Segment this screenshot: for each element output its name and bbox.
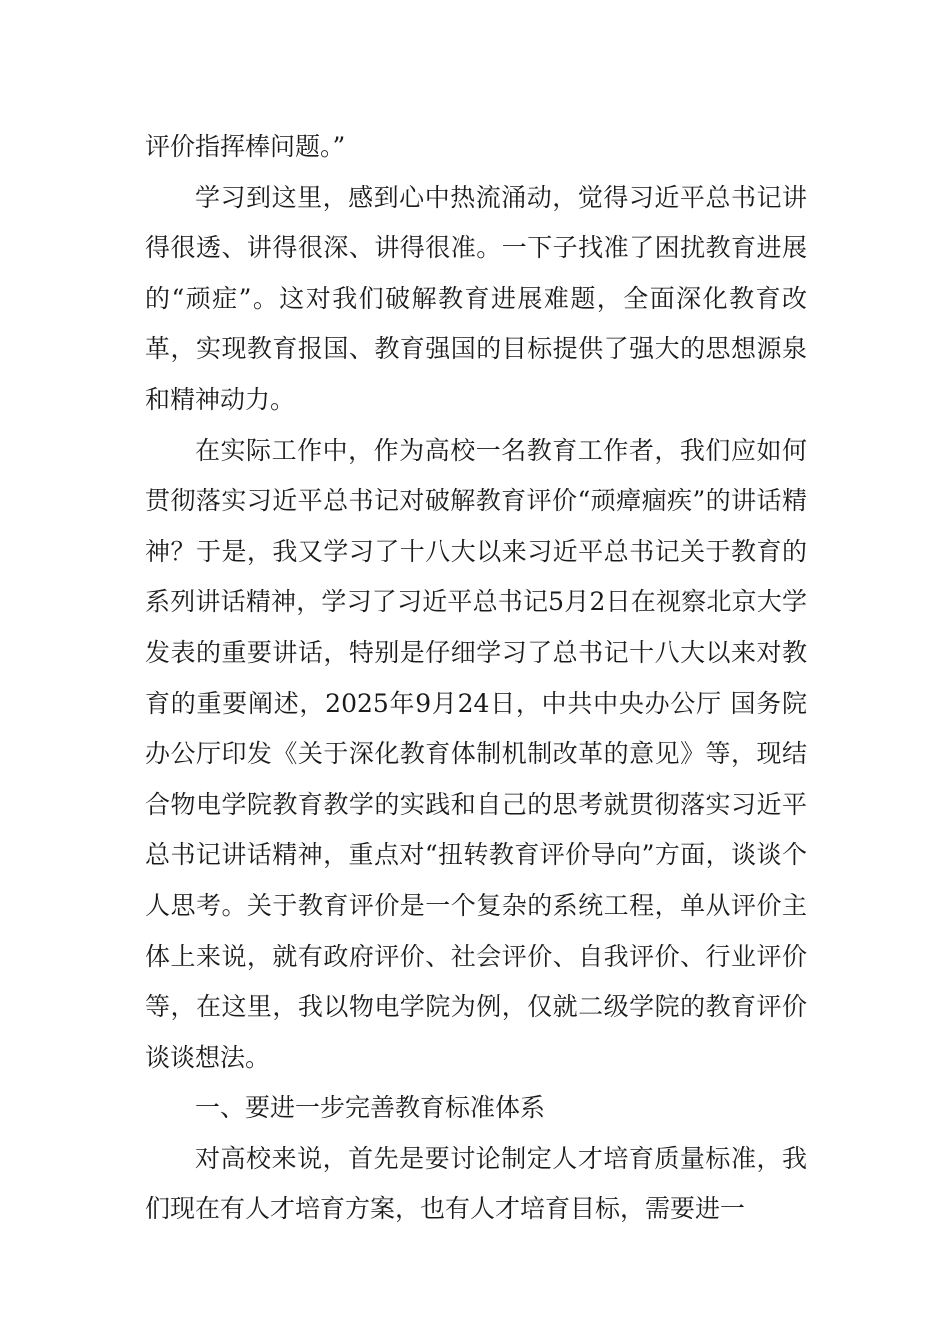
document-body [145, 122, 807, 1235]
paragraph-practice: 在实际工作中，作为高校一名教育工作者，我们应如何贯彻落实习近平总书记对破解教育评价“顽瘴痼疾”的讲话精神？于是，我又学习了十八大以来习近平总书记关于教育的系列讲话精神，学习了习近平总书记5月2日在视察北京大学发表的重要讲话，特别是仔细学习了总书记十八大以来对教育的重要阐述，2025年9月24日，中共中央办公厅 国务院办公厅印发《关于深化教育体制机制改革的意见》等，现结合物电学院教育教学的实践和自己的思考就贯彻落实习近平总书记讲话精神，重点对“扭转教育评价导向”方面，谈谈个人思考。关于教育评价是一个复杂的系统工程，单从评价主体上来说，就有政府评价、社会评价、自我评价、行业评价等，在这里，我以物电学院为例，仅就二级学院的教育评价谈谈想法。 [145, 435, 807, 1072]
paragraph-continuation: 评价指挥棒问题。” [145, 132, 346, 161]
paragraph-standards: 对高校来说，首先是要讨论制定人才培育质量标准，我们现在有人才培育方案，也有人才培育目标，需要进一 [145, 1143, 807, 1224]
section-heading: 一、要进一步完善教育标准体系 [195, 1093, 546, 1123]
paragraph-reflection: 学习到这里，感到心中热流涌动，觉得习近平总书记讲得很透、讲得很深、讲得很准。一下子找准了困扰教育进展的“顽症”。这对我们破解教育进展难题，全面深化教育改革，实现教育报国、教育强国的目标提供了强大的思想源泉和精神动力。 [145, 182, 807, 414]
